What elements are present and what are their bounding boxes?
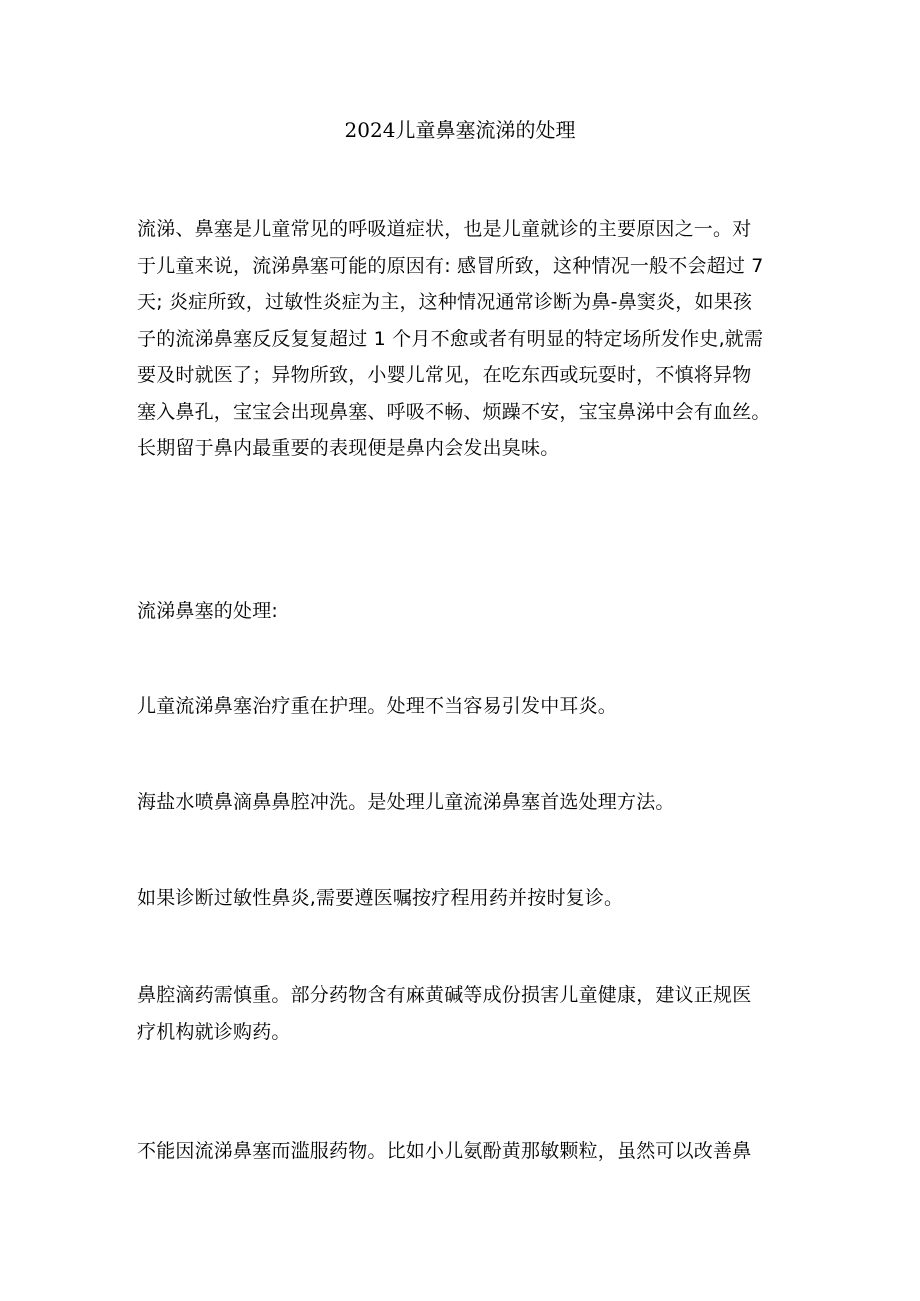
point-paragraph-3 — [137, 880, 797, 917]
point-3-text: 如果诊断过敏性鼻炎,需要遵医嘱按疗程用药并按时复诊。 — [137, 887, 624, 909]
point-2-text: 海盐水喷鼻滴鼻鼻腔冲洗。是处理儿童流涕鼻塞首选处理方法。 — [137, 791, 675, 813]
point-paragraph-4 — [137, 977, 797, 1050]
intro-paragraph — [137, 211, 797, 467]
point-1-text: 儿童流涕鼻塞治疗重在护理。处理不当容易引发中耳炎。 — [137, 695, 618, 717]
intro-line-5: 要及时就医了；异物所致，小婴儿常见，在吃东西或玩耍时，不慎将异物 — [137, 364, 752, 386]
intro-line-2: 于儿童来说，流涕鼻塞可能的原因有: 感冒所致，这种情况一般不会超过 7 — [137, 254, 764, 277]
point-paragraph-1 — [137, 688, 797, 725]
point-4-line-1: 鼻腔滴药需慎重。部分药物含有麻黄碱等成份损害儿童健康，建议正规医 — [137, 984, 752, 1006]
point-paragraph-5 — [137, 1133, 797, 1170]
point-5-text: 不能因流涕鼻塞而滥服药物。比如小儿氨酚黄那敏颗粒，虽然可以改善鼻 — [137, 1140, 752, 1162]
intro-line-4: 子的流涕鼻塞反反复复超过 1 个月不愈或者有明显的特定场所发作史,就需 — [137, 327, 764, 350]
document-title: 2024儿童鼻塞流涕的处理 — [344, 118, 576, 142]
intro-line-3: 天; 炎症所致，过敏性炎症为主，这种情况通常诊断为鼻-鼻窦炎，如果孩 — [137, 291, 753, 313]
section-heading — [137, 593, 797, 630]
section-heading-text: 流涕鼻塞的处理: — [137, 600, 279, 622]
point-paragraph-2 — [137, 784, 797, 821]
intro-line-6: 塞入鼻孔，宝宝会出现鼻塞、呼吸不畅、烦躁不安，宝宝鼻涕中会有血丝。 — [137, 400, 771, 423]
point-4-line-2: 疗机构就诊购药。 — [137, 1020, 291, 1043]
intro-line-7: 长期留于鼻内最重要的表现便是鼻内会发出臭味。 — [137, 437, 560, 459]
intro-line-1: 流涕、鼻塞是儿童常见的呼吸道症状，也是儿童就诊的主要原因之一。对 — [137, 218, 752, 240]
